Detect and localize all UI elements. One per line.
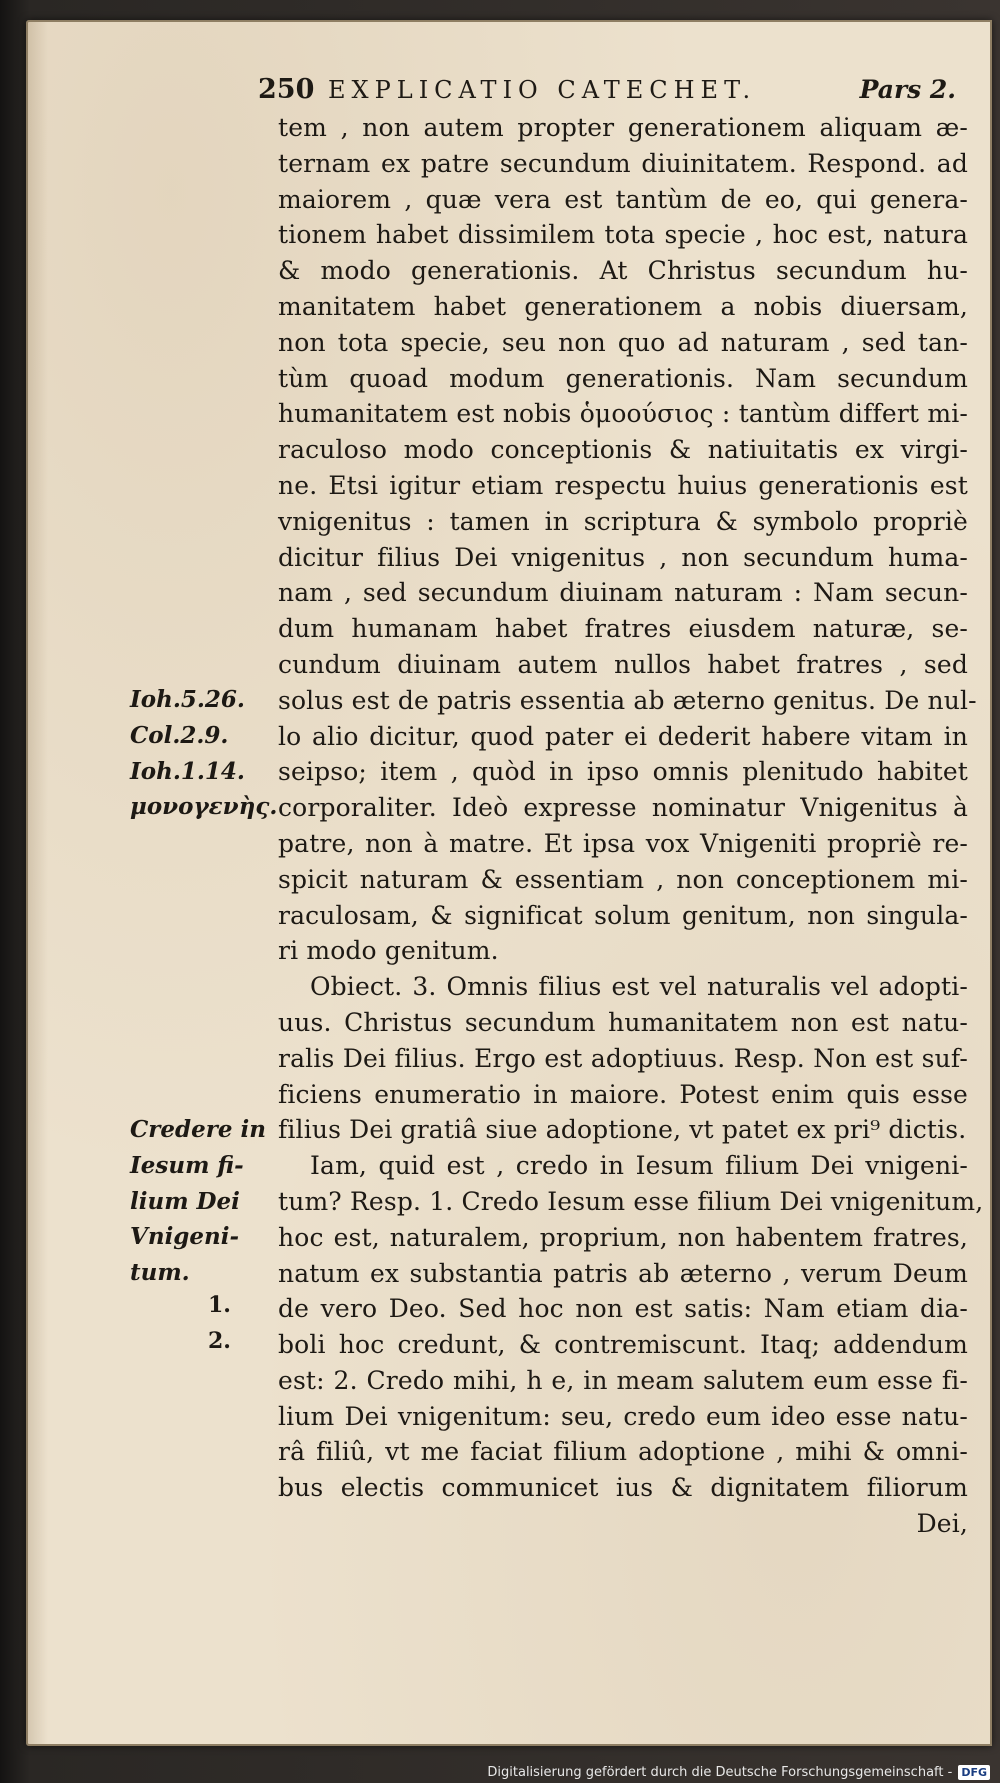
footer-text: Digitalisierung gefördert durch die Deutsche Forschungsgemeinschaft - xyxy=(487,1764,953,1780)
body-line: raculoso modo conceptionis & natiuitatis ex virgi- xyxy=(278,435,968,465)
body-line: ri modo genitum. xyxy=(278,936,499,966)
body-line: corporaliter. Ideò expresse nominatur Vnigenitus à xyxy=(278,793,968,823)
page-number: 250 xyxy=(258,74,315,105)
body-line: humanitatem est nobis ὁμοούσιος : tantùm differt mi- xyxy=(278,399,968,429)
body-line: tionem habet dissimilem tota specie , hoc est, natura xyxy=(278,220,968,250)
body-line: Obiect. 3. Omnis filius est vel naturalis vel adopti- xyxy=(310,972,968,1002)
page-header xyxy=(258,74,964,110)
margin-note: Credere in xyxy=(130,1116,266,1143)
body-line: boli hoc credunt, & contremiscunt. Itaq; addendum xyxy=(278,1330,968,1360)
margin-notes-heading xyxy=(130,1112,270,1291)
body-line: maiorem , quæ vera est tantùm de eo, qui genera- xyxy=(278,184,968,214)
body-line: solus est de patris essentia ab æterno genitus. De nul- xyxy=(278,685,977,715)
body-line: lium Dei vnigenitum: seu, credo eum ideo esse natu- xyxy=(278,1401,968,1431)
dfg-logo: DFG xyxy=(958,1765,990,1780)
margin-number-1: 1. xyxy=(208,1292,231,1318)
body-line: raculosam, & significat solum genitum, non singula- xyxy=(278,900,968,930)
margin-number-2: 2. xyxy=(208,1328,231,1354)
margin-note: Ioh.1.14. xyxy=(130,757,245,785)
body-line: ternam ex patre secundum diuinitatem. Respond. ad xyxy=(278,148,968,178)
body-line: nam , sed secundum diuinam naturam : Nam secun- xyxy=(278,578,968,608)
body-line: vnigenitus : tamen in scriptura & symbolo propriè xyxy=(278,506,968,536)
body-line: lo alio dicitur, quod pater ei dederit habere vitam in xyxy=(278,721,968,751)
margin-note: Iesum fi- xyxy=(130,1151,244,1179)
body-line: natum ex substantia patris ab æterno , verum Deum xyxy=(278,1258,968,1288)
body-line: uus. Christus secundum humanitatem non est natu- xyxy=(278,1007,968,1037)
page-body-text xyxy=(278,110,984,1542)
margin-notes-scripture xyxy=(130,682,278,825)
running-title: EXPLICATIO CATECHET. xyxy=(328,76,757,104)
body-line: tum? Resp. 1. Credo Iesum esse filium Dei vnigenitum, xyxy=(278,1186,984,1216)
body-line: Dei, xyxy=(916,1509,968,1539)
body-line: Iam, quid est , credo in Iesum filium Dei vnigeni- xyxy=(310,1151,968,1181)
body-line: cundum diuinam autem nullos habet fratres , sed xyxy=(278,649,968,679)
margin-note: μονογενὴς. xyxy=(130,793,278,821)
body-line: de vero Deo. Sed hoc non est satis: Nam etiam dia- xyxy=(278,1294,968,1324)
margin-note: Col.2.9. xyxy=(130,721,229,749)
body-line: patre, non à matre. Et ipsa vox Vnigeniti propriè re- xyxy=(278,828,968,858)
digitization-footer xyxy=(487,1762,990,1782)
margin-note: tum. xyxy=(130,1259,190,1287)
margin-note: Ioh.5.26. xyxy=(130,686,245,713)
body-line: râ filiû, vt me faciat filium adoptione , mihi & omni- xyxy=(278,1437,968,1467)
part-label: Pars 2. xyxy=(859,75,956,104)
body-line: non tota specie, seu non quo ad naturam , sed tan- xyxy=(278,327,968,357)
body-line: bus electis communicet ius & dignitatem filiorum xyxy=(278,1473,968,1503)
body-line: hoc est, naturalem, proprium, non habentem fratres, xyxy=(278,1222,968,1252)
body-line: seipso; item , quòd in ipso omnis plenitudo habitet xyxy=(278,757,968,787)
body-line: filius Dei gratiâ siue adoptione, vt patet ex pri⁹ dictis. xyxy=(278,1115,967,1145)
body-line: ralis Dei filius. Ergo est adoptiuus. Resp. Non est suf- xyxy=(278,1043,968,1073)
body-line: dicitur filius Dei vnigenitus , non secundum huma- xyxy=(278,542,968,572)
body-line: spicit naturam & essentiam , non conceptionem mi- xyxy=(278,864,968,894)
body-line: dum humanam habet fratres eiusdem naturæ, se- xyxy=(278,614,968,644)
margin-note: lium Dei xyxy=(130,1187,240,1215)
body-line: & modo generationis. At Christus secundum hu- xyxy=(278,256,968,286)
body-line: ficiens enumeratio in maiore. Potest enim quis esse xyxy=(278,1079,968,1109)
body-line: est: 2. Credo mihi, h e, in meam salutem eum esse fi- xyxy=(278,1365,968,1395)
body-line: ne. Etsi igitur etiam respectu huius generationis est xyxy=(278,470,968,500)
body-line: tem , non autem propter generationem aliquam æ- xyxy=(278,113,968,142)
margin-note: Vnigeni- xyxy=(130,1223,240,1251)
body-line: manitatem habet generationem a nobis diuersam, xyxy=(278,291,968,321)
body-line: tùm quoad modum generationis. Nam secundum xyxy=(278,363,968,393)
